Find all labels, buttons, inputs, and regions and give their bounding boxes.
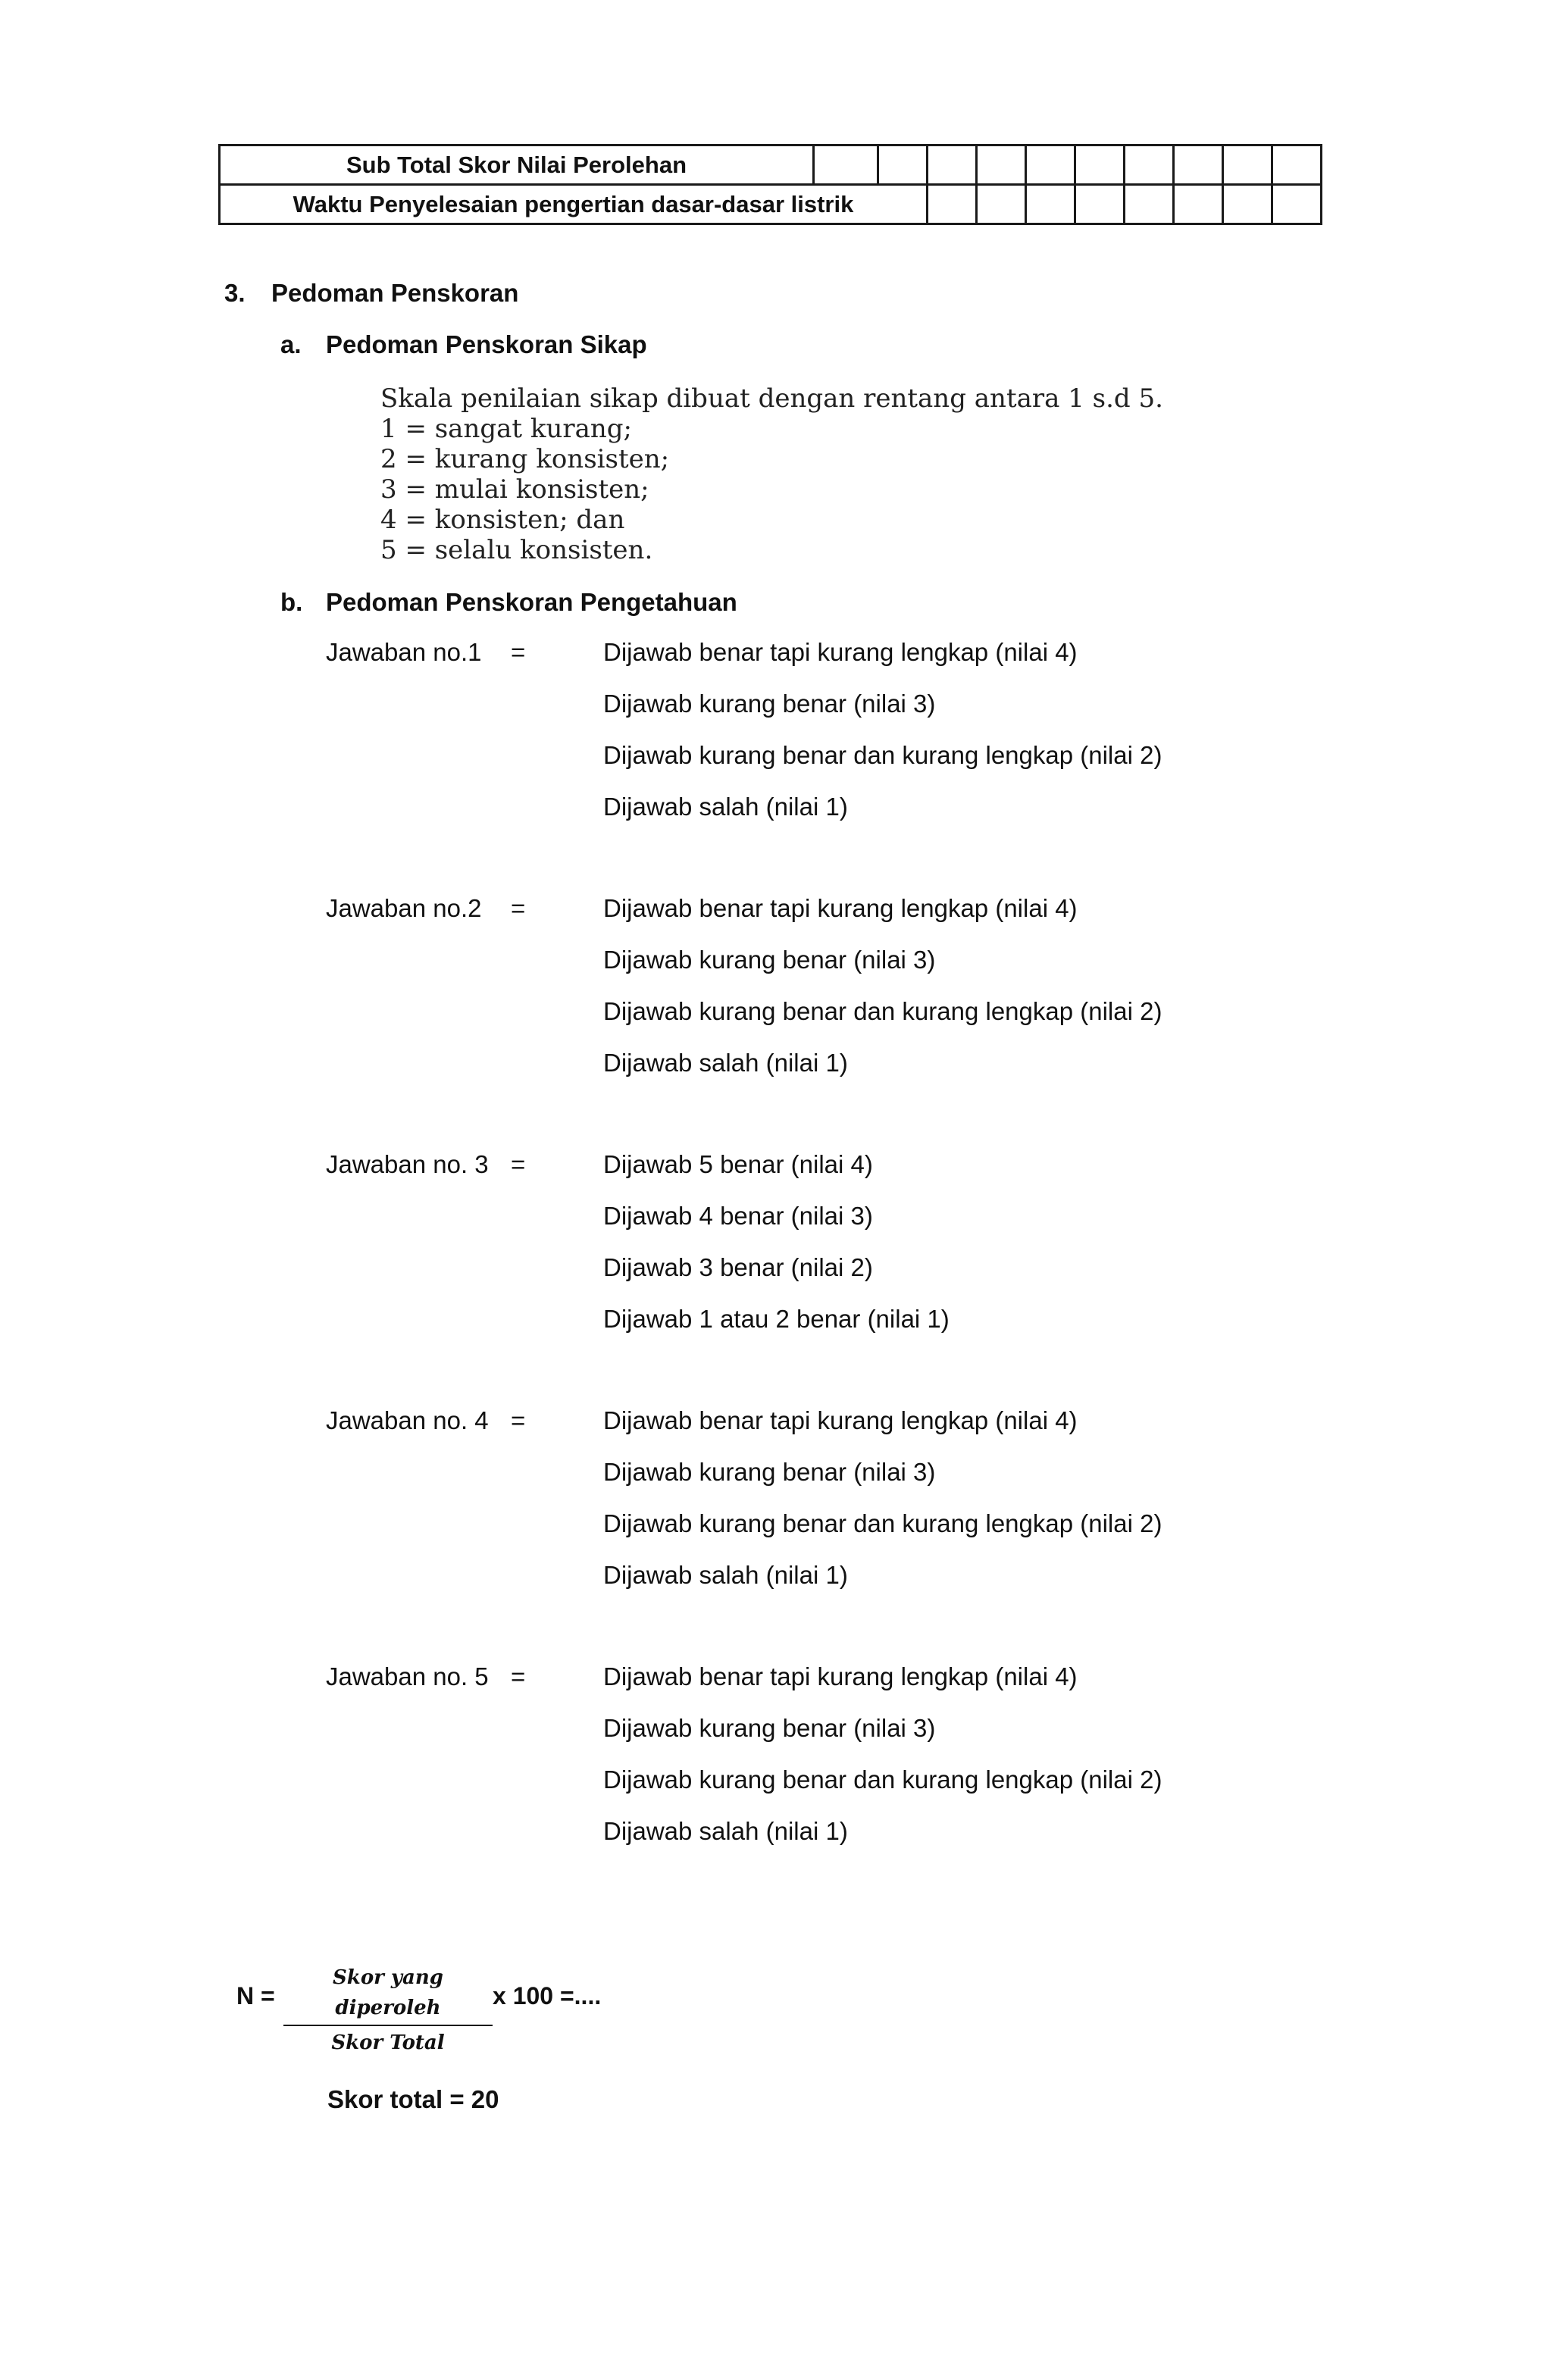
answer-equals: = [511,1406,526,1434]
answer-criterion: Dijawab 5 benar (nilai 4) [603,1150,873,1178]
answer-criterion: Dijawab benar tapi kurang lengkap (nilai 4) [603,894,1078,922]
scale-line: 1 = sangat kurang; [380,414,632,444]
skor-total: Skor total = 20 [327,2085,499,2113]
formula-denominator: Skor Total [331,2031,445,2054]
answer-label: Jawaban no.1 [326,638,482,666]
answer-criterion: Dijawab kurang benar (nilai 3) [603,690,936,718]
scale-line: 2 = kurang konsisten; [380,444,670,474]
table-row [220,185,1322,224]
answer-criterion: Dijawab 4 benar (nilai 3) [603,1202,873,1230]
formula-numerator: Skor yang diperoleh [333,1966,443,2019]
sub-a-title: Pedoman Penskoran Sikap [326,330,647,358]
scale-line: Skala penilaian sikap dibuat dengan rentang antara 1 s.d 5. [380,383,1163,414]
sub-a-letter: a. [280,330,302,358]
answer-label: Jawaban no. 4 [326,1406,489,1434]
answer-criterion: Dijawab kurang benar (nilai 3) [603,1714,936,1742]
answer-label: Jawaban no. 5 [326,1662,489,1690]
table-row [220,145,1322,185]
answer-equals: = [511,894,526,922]
subtotal-label: Sub Total Skor Nilai Perolehan [220,145,814,185]
answer-equals: = [511,1662,526,1690]
answer-criterion: Dijawab kurang benar dan kurang lengkap (nilai 2) [603,1765,1162,1794]
answer-label: Jawaban no. 3 [326,1150,489,1178]
score-table [218,144,1322,225]
answer-label: Jawaban no.2 [326,894,482,922]
section-title: Pedoman Penskoran [271,279,519,307]
answer-criterion: Dijawab salah (nilai 1) [603,793,848,821]
scale-line: 4 = konsisten; dan [380,505,625,535]
formula-lhs: N = [236,1982,275,2009]
answer-criterion: Dijawab salah (nilai 1) [603,1817,848,1845]
answer-criterion: Dijawab salah (nilai 1) [603,1561,848,1589]
answer-criterion: Dijawab kurang benar dan kurang lengkap (nilai 2) [603,741,1162,769]
answer-criterion: Dijawab kurang benar dan kurang lengkap (nilai 2) [603,1509,1162,1537]
answer-criterion: Dijawab benar tapi kurang lengkap (nilai 4) [603,638,1078,666]
waktu-label: Waktu Penyelesaian pengertian dasar-dasar listrik [220,185,928,224]
answer-criterion: Dijawab 1 atau 2 benar (nilai 1) [603,1305,950,1333]
fraction-bar [283,2025,493,2026]
answer-criterion: Dijawab salah (nilai 1) [603,1049,848,1077]
answer-criterion: Dijawab kurang benar (nilai 3) [603,1458,936,1486]
formula-fraction [283,1962,493,2058]
formula-rhs: x 100 =.... [493,1982,602,2009]
answer-criterion: Dijawab kurang benar dan kurang lengkap (nilai 2) [603,997,1162,1025]
sub-b-title: Pedoman Penskoran Pengetahuan [326,588,737,616]
answer-equals: = [511,638,526,666]
answer-criterion: Dijawab kurang benar (nilai 3) [603,946,936,974]
answer-equals: = [511,1150,526,1178]
answer-criterion: Dijawab benar tapi kurang lengkap (nilai 4) [603,1662,1078,1690]
scale-line: 3 = mulai konsisten; [380,474,649,505]
sub-b-letter: b. [280,588,303,616]
answer-criterion: Dijawab 3 benar (nilai 2) [603,1253,873,1281]
sikap-scale [380,383,1163,565]
scale-line: 5 = selalu konsisten. [380,535,653,565]
section-number: 3. [224,279,246,307]
answer-criterion: Dijawab benar tapi kurang lengkap (nilai 4) [603,1406,1078,1434]
